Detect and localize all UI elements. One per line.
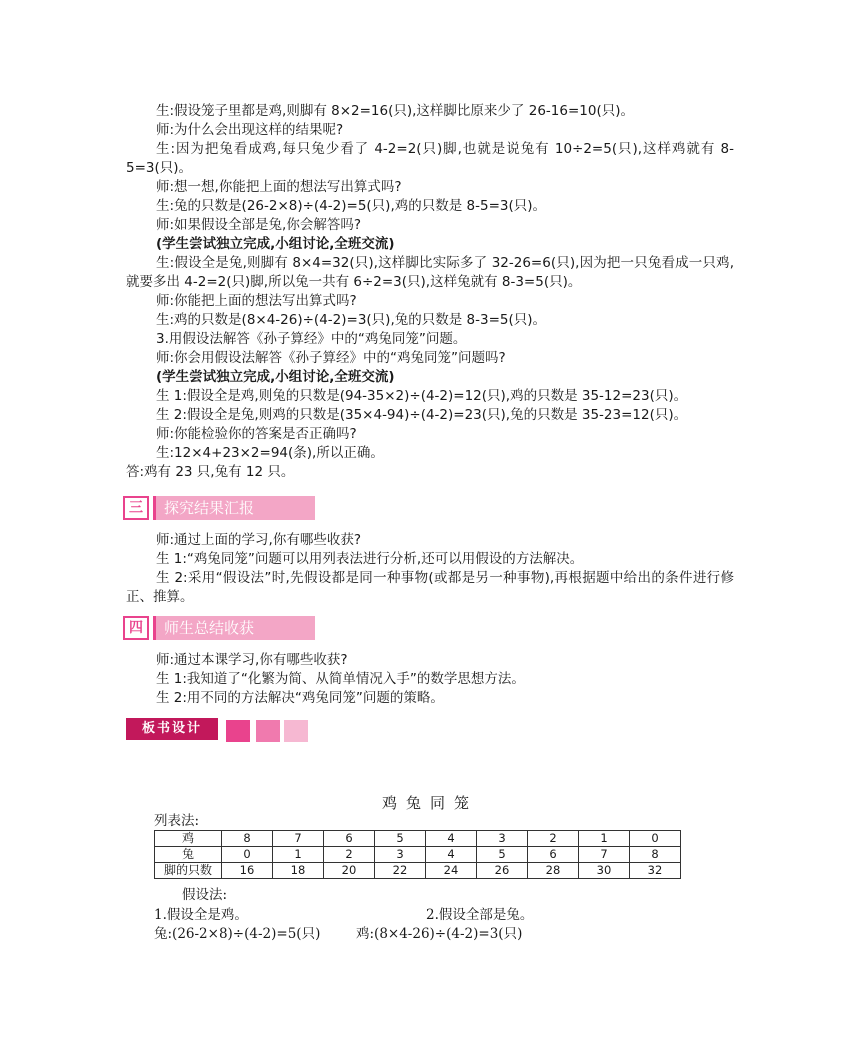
dialogue-line: 师:你会用假设法解答《孙子算经》中的“鸡兔同笼”问题吗?: [156, 350, 506, 366]
table-cell: 0: [630, 831, 681, 847]
table-cell: 6: [324, 831, 375, 847]
table-cell: 30: [579, 863, 630, 879]
section-number: 三: [123, 496, 149, 520]
dialogue-line: 生 1:假设全是鸡,则兔的只数是(94-35×2)÷(4-2)=12(只),鸡的只数是 35-12=23(只)。: [156, 388, 688, 404]
table-cell: 32: [630, 863, 681, 879]
list-method-label: 列表法:: [154, 813, 200, 829]
decor-square: [284, 720, 308, 742]
table-cell: 1: [273, 847, 324, 863]
row-header: 脚的只数: [155, 863, 222, 879]
section-title: 师生总结收获: [153, 616, 315, 640]
table-cell: 7: [579, 847, 630, 863]
dialogue-line: (学生尝试独立完成,小组讨论,全班交流): [156, 236, 395, 252]
table-cell: 4: [426, 831, 477, 847]
table-cell: 8: [630, 847, 681, 863]
section4-line: 生 2:用不同的方法解决“鸡兔同笼”问题的策略。: [156, 690, 444, 706]
section-banner: [123, 496, 315, 520]
assume-method-label: 假设法:: [182, 887, 228, 903]
board-banner: [126, 716, 306, 742]
section3-line: 师:通过上面的学习,你有哪些收获?: [156, 532, 362, 548]
assume-case-1: 1.假设全是鸡。: [154, 907, 248, 923]
table-cell: 4: [426, 847, 477, 863]
table-cell: 0: [222, 847, 273, 863]
table-cell: 5: [375, 831, 426, 847]
decor-square: [226, 720, 250, 742]
dialogue-line: 师:你能检验你的答案是否正确吗?: [156, 426, 357, 442]
table-cell: 2: [324, 847, 375, 863]
dialogue-line: 生:12×4+23×2=94(条),所以正确。: [156, 445, 384, 461]
table-cell: 26: [477, 863, 528, 879]
dialogue-line: 生:兔的只数是(26-2×8)÷(4-2)=5(只),鸡的只数是 8-5=3(只)。: [156, 198, 547, 214]
board-label: 板书设计: [126, 718, 218, 740]
table-cell: 3: [375, 847, 426, 863]
table-cell: 18: [273, 863, 324, 879]
formula-2: 鸡:(8×4-26)÷(4-2)=3(只): [356, 926, 523, 942]
chicken-rabbit-table: [154, 830, 681, 879]
table-row: [155, 831, 681, 847]
table-cell: 2: [528, 831, 579, 847]
dialogue-line: 生:鸡的只数是(8×4-26)÷(4-2)=3(只),兔的只数是 8-3=5(只)。: [156, 312, 547, 328]
table-cell: 28: [528, 863, 579, 879]
table-cell: 3: [477, 831, 528, 847]
table-cell: 1: [579, 831, 630, 847]
table-row: [155, 863, 681, 879]
board-title: 鸡兔同笼: [381, 794, 478, 812]
table-cell: 5: [477, 847, 528, 863]
dialogue-line: 生:因为把兔看成鸡,每只兔少看了 4-2=2(只)脚,也就是说兔有 10÷2=5(只),这样鸡就有 8-5=3(只)。: [126, 141, 734, 176]
dialogue-line: 师:想一想,你能把上面的想法写出算式吗?: [156, 179, 402, 195]
dialogue-line: 师:为什么会出现这样的结果呢?: [156, 122, 344, 138]
assume-case-2: 2.假设全部是兔。: [426, 907, 534, 923]
dialogue-line: 生:假设全是兔,则脚有 8×4=32(只),这样脚比实际多了 32-26=6(只),因为把一只兔看成一只鸡,就要多出 4-2=2(只)脚,所以兔一共有 6÷2=3(只),这样兔就有 8-3=5(只)。: [126, 255, 734, 290]
table-cell: 16: [222, 863, 273, 879]
banner-stripe: [311, 616, 314, 640]
answer-line: 答:鸡有 23 只,兔有 12 只。: [126, 464, 295, 480]
banner-stripe: [306, 616, 309, 640]
table-cell: 20: [324, 863, 375, 879]
formula-1: 兔:(26-2×8)÷(4-2)=5(只): [154, 926, 321, 942]
table-cell: 7: [273, 831, 324, 847]
decor-square: [256, 720, 280, 742]
section3-line: 生 2:采用“假设法”时,先假设都是同一种事物(或都是另一种事物),再根据题中给出的条件进行修正、推算。: [126, 570, 734, 605]
section-banner: [123, 616, 315, 640]
row-header: 兔: [155, 847, 222, 863]
dialogue-line: 师:如果假设全部是兔,你会解答吗?: [156, 217, 362, 233]
section-number: 四: [123, 616, 149, 640]
table-row: [155, 847, 681, 863]
banner-stripe: [311, 496, 314, 520]
table-cell: 24: [426, 863, 477, 879]
table-cell: 6: [528, 847, 579, 863]
table-cell: 22: [375, 863, 426, 879]
section-title: 探究结果汇报: [153, 496, 315, 520]
dialogue-line: 生 2:假设全是兔,则鸡的只数是(35×4-94)÷(4-2)=23(只),兔的只数是 35-23=12(只)。: [156, 407, 688, 423]
banner-stripe: [306, 496, 309, 520]
banner-stripe: [301, 616, 304, 640]
dialogue-line: 3.用假设法解答《孙子算经》中的“鸡兔同笼”问题。: [156, 331, 467, 347]
dialogue-line: 师:你能把上面的想法写出算式吗?: [156, 293, 357, 309]
row-header: 鸡: [155, 831, 222, 847]
banner-stripe: [301, 496, 304, 520]
table-cell: 8: [222, 831, 273, 847]
section4-line: 师:通过本课学习,你有哪些收获?: [156, 652, 348, 668]
dialogue-line: (学生尝试独立完成,小组讨论,全班交流): [156, 369, 395, 385]
section3-line: 生 1:“鸡兔同笼”问题可以用列表法进行分析,还可以用假设的方法解决。: [156, 551, 584, 567]
dialogue-line: 生:假设笼子里都是鸡,则脚有 8×2=16(只),这样脚比原来少了 26-16=10(只)。: [156, 103, 634, 119]
section4-line: 生 1:我知道了“化繁为简、从简单情况入手”的数学思想方法。: [156, 671, 525, 687]
